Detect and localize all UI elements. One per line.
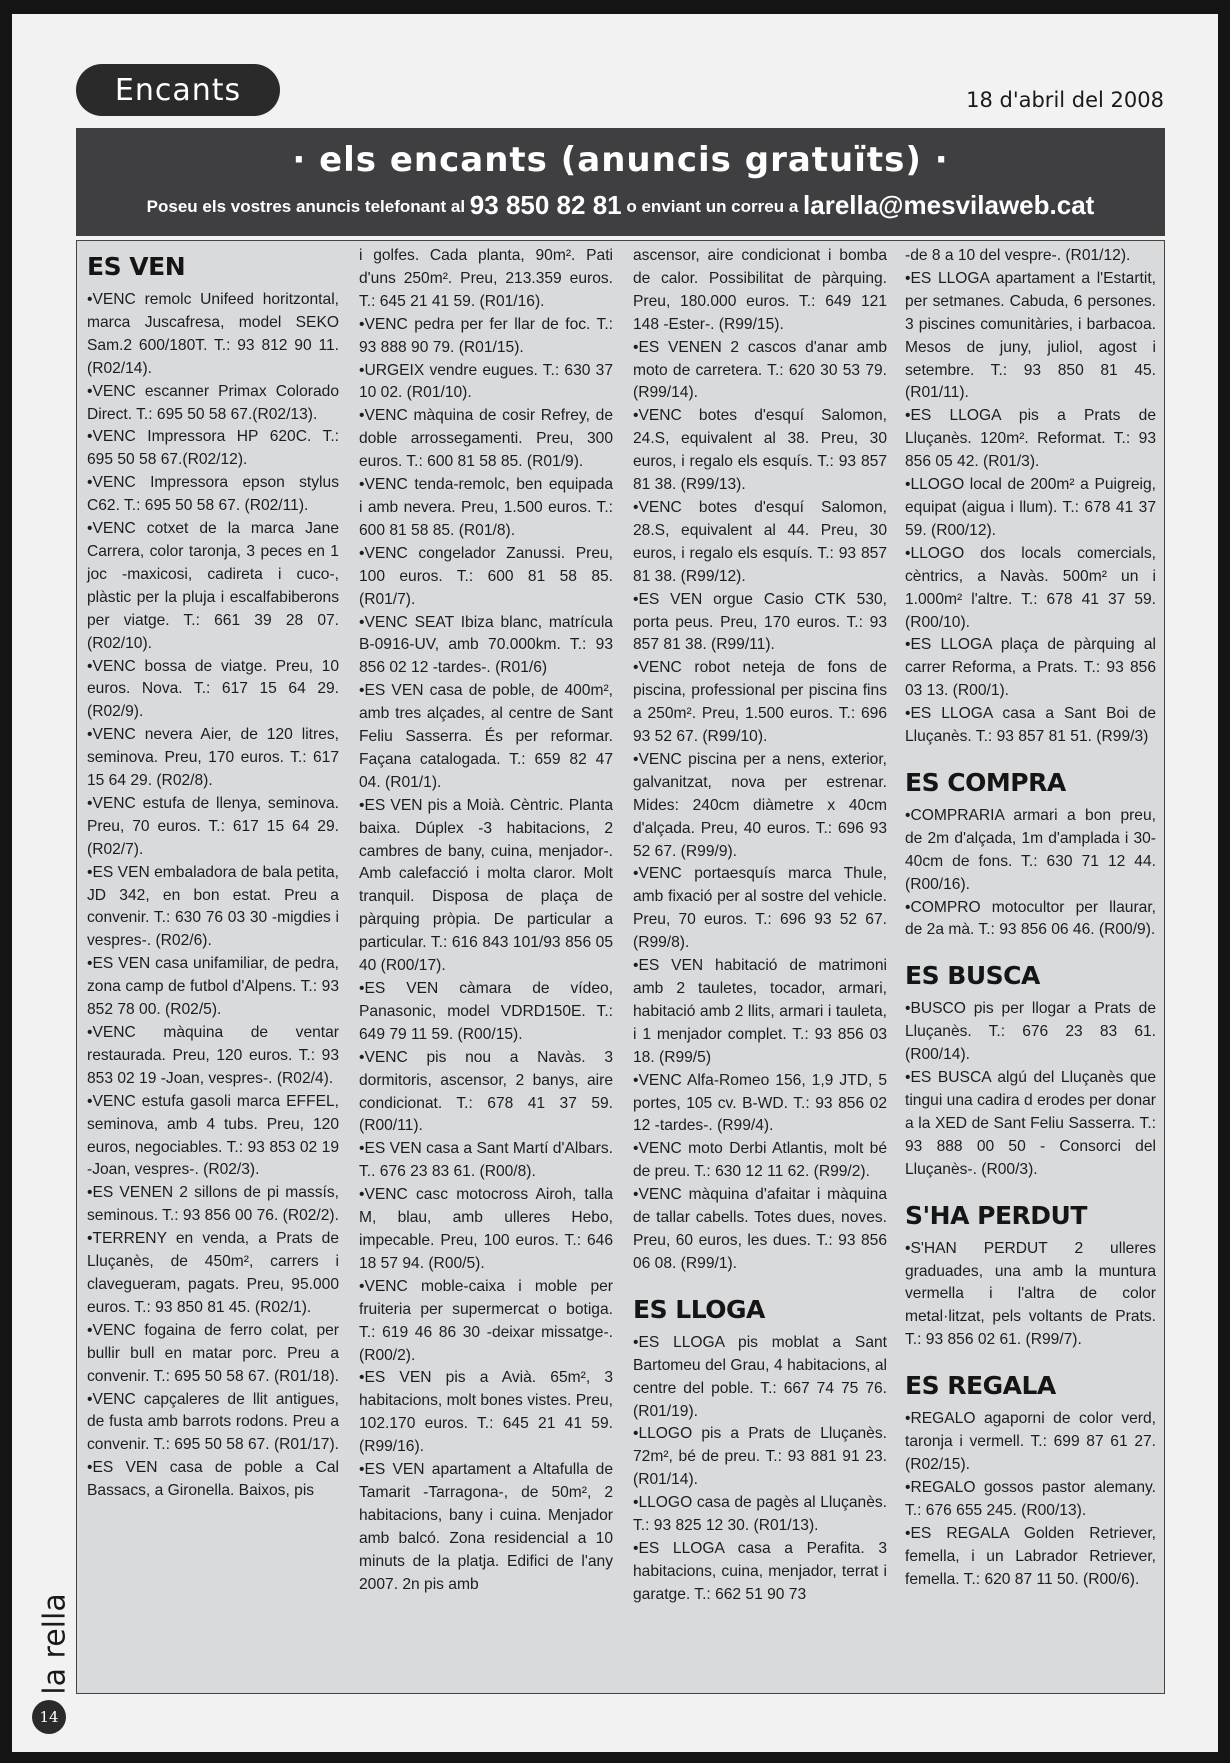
classified-ad: •ES VENEN 2 sillons de pi massís, seminous. T.: 93 856 00 76. (R02/2). (87, 1184, 339, 1225)
classified-ad: •ES LLOGA apartament a l'Estartit, per setmanes. Cabuda, 6 persones. 3 piscines comunitàries, i barbacoa. Mesos de juny, juliol, agost i setembre. T.: 93 850 81 45. (R01/11). (905, 269, 1156, 402)
classified-ads-box (76, 240, 1165, 1694)
classified-ad: •VENC moto Derbi Atlantis, molt bé de preu. T.: 630 12 11 62. (R99/2). (633, 1140, 887, 1181)
classified-ad: •VENC Alfa-Romeo 156, 1,9 JTD, 5 portes, 105 cv. B-WD. T.: 93 856 02 12 -tardes-. (R99/4). (633, 1071, 887, 1135)
classified-ad: •LLOGO local de 200m² a Puigreig, equipat (aigua i llum). T.: 678 41 37 59. (R00/12). (905, 476, 1156, 539)
classified-ad: •ES LLOGA casa a Sant Boi de Lluçanès. T.: 93 857 81 51. (R99/3) (905, 705, 1156, 746)
classified-ad: •VENC robot neteja de fons de piscina, professional per piscina fins a 250m². Preu, 1.500 euros. T.: 696 93 52 67. (R99/10). (633, 659, 887, 746)
classified-ad: •VENC màquina de cosir Refrey, de doble arrossegamenti. Preu, 300 euros. T.: 600 81 58 85. (R01/9). (359, 407, 613, 471)
ads-column-2 (349, 241, 621, 1693)
banner-email: larella@mesvilaweb.cat (803, 190, 1095, 220)
category-heading: ES COMPRA (905, 767, 1066, 797)
classified-ad: •ES VEN pis a Avià. 65m², 3 habitacions, molt bones vistes. Preu, 102.170 euros. T.: 645 21 41 59. (R99/16). (359, 1369, 613, 1456)
banner-phone: 93 850 82 81 (469, 190, 622, 220)
classified-ad: •URGEIX vendre eugues. T.: 630 37 10 02. (R01/10). (359, 361, 613, 402)
classified-ad: •VENC piscina per a nens, exterior, galvanitzat, nova per estrenar. Mides: 240cm diàmetre x 40cm d'alçada. Preu, 40 euros. T.: 696 93 52 67. (R99/9). (633, 750, 887, 860)
classified-ad: ascensor, aire condicionat i bomba de calor. Possibilitat de pàrquing. Preu, 180.000 euros. T.: 649 121 148 -Ester-. (R99/15). (633, 247, 887, 333)
magazine-page (12, 14, 1218, 1752)
issue-date: 18 d'abril del 2008 (966, 88, 1164, 112)
classifieds-banner (76, 128, 1165, 236)
classified-ad: •VENC bossa de viatge. Preu, 10 euros. Nova. T.: 617 15 64 29. (R02/9). (87, 657, 339, 721)
classified-ad: •ES VEN casa unifamiliar, de pedra, zona camp de futbol d'Alpens. T.: 93 852 78 00. (R02/5). (87, 955, 339, 1019)
classified-ad: •VENC nevera Aier, de 120 litres, seminova. Preu, 170 euros. T.: 617 15 64 29. (R02/8). (87, 726, 339, 790)
classified-ad: •VENC tenda-remolc, ben equipada i amb nevera. Preu, 1.500 euros. T.: 600 81 58 85. (R01/8). (359, 476, 613, 539)
classified-ad: •LLOGO casa de pagès al Lluçanès. T.: 93 825 12 30. (R01/13). (633, 1494, 887, 1535)
classified-ad: •ES VEN casa de poble, de 400m², amb tres alçades, al centre de Sant Feliu Sasserra. És per reformar. Façana catalogada. T.: 659 82 47 04. (R01/1). (359, 682, 613, 791)
category-heading: S'HA PERDUT (905, 1200, 1087, 1230)
classified-ad: •ES BUSCA algú del Lluçanès que tingui una cadira d erodes per donar a la XED de Sant Feliu Sasserra. T.: 93 888 00 50 - Consorci del Lluçanès-. (R00/3). (905, 1069, 1156, 1178)
page-number-text: 14 (39, 1708, 59, 1726)
classified-ad: •VENC SEAT Ibiza blanc, matrícula B-0916-UV, amb 70.000km. T.: 93 856 02 12 -tardes-. (R01/6) (359, 613, 613, 677)
classified-ad: •VENC màquina d'afaitar i màquina de tallar cabells. Totes dues, noves. Preu, 60 euros, les dues. T.: 93 856 06 08. (R99/1). (633, 1186, 887, 1272)
classified-ad: •ES LLOGA pis moblat a Sant Bartomeu del Grau, 4 habitacions, al centre del poble. T.: 667 74 75 76. (R01/19). (633, 1333, 887, 1420)
classified-ad: •ES LLOGA pis a Prats de Lluçanès. 120m². Reformat. T.: 93 856 05 42. (R01/3). (905, 407, 1156, 471)
banner-title: · els encants (anuncis gratuïts) · (292, 140, 949, 180)
classified-ad: •VENC portaesquís marca Thule, amb fixació per al sostre del vehicle. Preu, 70 euros. T.: 696 93 52 67. (R99/8). (633, 865, 887, 952)
magazine-side-label (30, 1594, 80, 1694)
classified-ad: •VENC fogaina de ferro colat, per bullir bull en matar porc. Preu a convenir. T.: 695 50 58 67. (R01/18). (87, 1321, 339, 1385)
classified-ad: •VENC congelador Zanussi. Preu, 100 euros. T.: 600 81 58 85. (R01/7). (359, 544, 613, 608)
classified-ad: •VENC botes d'esquí Salomon, 28.S, equivalent al 44. Preu, 30 euros, i regalo els esquís. T.: 93 857 81 38. (R99/12). (633, 498, 887, 585)
classified-ad: •ES VEN casa a Sant Martí d'Albars. T.. 676 23 83 61. (R00/8). (359, 1140, 613, 1181)
classified-ad: •ES LLOGA plaça de pàrquing al carrer Reforma, a Prats. T.: 93 856 03 13. (R00/1). (905, 636, 1156, 700)
ads-column-1 (77, 241, 347, 1693)
category-heading: ES REGALA (905, 1371, 1056, 1401)
classified-ad: •VENC moble-caixa i moble per fruiteria per supermercat o botiga. T.: 619 46 86 30 -deixar missatge-. (R00/2). (359, 1277, 613, 1364)
category-heading: ES VEN (87, 252, 186, 281)
classified-ad: •VENC Impressora HP 620C. T.: 695 50 58 67.(R02/12). (87, 428, 339, 469)
classified-ad: •ES VEN pis a Moià. Cèntric. Planta baixa. Dúplex -3 habitacions, 2 cambres de bany, cuina, menjador-. Amb calefacció i molta claror. Molt tranquil. Disposa de plaça de pàrquing pròpia. De particular a particular. T.: 616 843 101/93 856 05 40 (R00/17). (359, 796, 613, 975)
classified-ad: •ES VEN habitació de matrimoni amb 2 tauletes, tocador, armari, habitació amb 2 llits, armari i tauleta, i 1 menjador complet. T.: 93 856 03 18. (R99/5) (633, 957, 887, 1066)
classified-ad: •ES VEN embaladora de bala petita, JD 342, en bon estat. Preu a convenir. T.: 630 76 03 30 -migdies i vespres-. (R02/6). (87, 863, 339, 950)
classified-ad: •VENC pedra per fer llar de foc. T.: 93 888 90 79. (R01/15). (359, 315, 613, 356)
classified-ad: •ES VEN apartament a Altafulla de Tamarit -Tarragona-, de 50m², 2 habitacions, bany i cuina. Menjador amb balcó. Zona residencial a 10 minuts de la platja. Edifici de l'any 2007. 2n pis amb (359, 1461, 613, 1593)
classified-ad: •LLOGO dos locals comercials, cèntrics, a Navàs. 500m² un i 1.000m² l'altre. T.: 678 41 37 59. (R00/10). (905, 544, 1156, 631)
classified-ad: •LLOGO pis a Prats de Lluçanès. 72m², bé de preu. T.: 93 881 91 23. (R01/14). (633, 1425, 887, 1489)
ads-column-4 (895, 241, 1164, 1693)
classified-ad: •ES VEN orgue Casio CTK 530, porta peus. Preu, 170 euros. T.: 93 857 81 38. (R99/11). (633, 590, 887, 654)
classified-ad: •VENC estufa de llenya, seminova. Preu, 70 euros. T.: 617 15 64 29. (R02/7). (87, 794, 339, 858)
classified-ad: •VENC capçaleres de llit antigues, de fusta amb barrots rodons. Preu a convenir. T.: 695 50 58 67. (R01/17). (87, 1390, 339, 1454)
classified-ad: •ES VEN casa de poble a Cal Bassacs, a Gironella. Baixos, pis (87, 1459, 339, 1500)
classified-ad: •BUSCO pis per llogar a Prats de Lluçanès. T.: 676 23 83 61. (R00/14). (905, 1000, 1156, 1064)
classified-ad: •VENC escanner Primax Colorado Direct. T.: 695 50 58 67.(R02/13). (87, 382, 339, 423)
banner-sub-middle: o enviant un correu a (626, 197, 799, 216)
classified-ad: •VENC màquina de ventar restaurada. Preu, 120 euros. T.: 93 853 02 19 -Joan, vespres-. (R02/4). (87, 1024, 339, 1087)
classified-ad: •ES VEN càmara de vídeo, Panasonic, model VDRD150E. T.: 649 79 11 59. (R00/15). (359, 980, 613, 1043)
classified-ad: -de 8 a 10 del vespre-. (R01/12). (905, 247, 1131, 264)
classified-ad: •COMPRO motocultor per llaurar, de 2a mà. T.: 93 856 06 46. (R00/9). (905, 898, 1156, 939)
classified-ad: •REGALO gossos pastor alemany. T.: 676 655 245. (R00/13). (905, 1478, 1156, 1519)
banner-subtitle (76, 190, 1165, 222)
classified-ad: •S'HAN PERDUT 2 ulleres graduades, una amb la muntura vermella i l'altra de color metal·litzat, pels voltants de Prats. T.: 93 856 02 61. (R99/7). (905, 1239, 1156, 1349)
classified-ad: •REGALO agaporni de color verd, taronja i vermell. T.: 699 87 61 27. (R02/15). (905, 1410, 1156, 1473)
category-heading: ES LLOGA (633, 1294, 765, 1324)
classified-ad: •ES REGALA Golden Retriever, femella, i un Labrador Retriever, femella. T.: 620 87 11 50. (R00/6). (905, 1524, 1156, 1588)
magazine-name: la rella (37, 1593, 73, 1695)
ads-column-3 (623, 241, 895, 1693)
banner-sub-before: Poseu els vostres anuncis telefonant al (146, 197, 466, 216)
classified-ad: •VENC remolc Unifeed horitzontal, marca Juscafresa, model SEKO Sam.2 600/180T. T.: 93 812 90 11. (R02/14). (87, 291, 339, 377)
section-tab (76, 64, 280, 116)
page-number (32, 1700, 66, 1734)
category-heading: ES BUSCA (905, 961, 1040, 991)
classified-ad: •VENC pis nou a Navàs. 3 dormitoris, ascensor, 2 banys, aire condicionat. T.: 678 41 37 59. (R00/11). (359, 1048, 613, 1135)
classified-ad: •ES LLOGA casa a Perafita. 3 habitacions, cuina, menjador, terrat i garatge. T.: 662 51 90 73 (633, 1539, 887, 1603)
classified-ad: •COMPRARIA armari a bon preu, de 2m d'alçada, 1m d'amplada i 30-40cm de fons. T.: 630 71 12 44. (R00/16). (905, 806, 1156, 893)
classified-ad: i golfes. Cada planta, 90m². Pati d'uns 250m². Preu, 213.359 euros. T.: 645 21 41 59. (R01/16). (359, 247, 613, 310)
classified-ad: •TERRENY en venda, a Prats de Lluçanès, de 450m², carrers i clavegueram, pagats. Preu, 95.000 euros. T.: 93 850 81 45. (R02/1). (87, 1230, 339, 1316)
classified-ad: •VENC botes d'esquí Salomon, 24.S, equivalent al 38. Preu, 30 euros, i regalo els esquís. T.: 93 857 81 38. (R99/13). (633, 407, 887, 494)
classified-ad: •VENC estufa gasoli marca EFFEL, seminova, amb 4 tubs. Preu, 120 euros, negociables. T.: 93 853 02 19 -Joan, vespres-. (R02/3). (87, 1092, 339, 1179)
classified-ad: •VENC casc motocross Airoh, talla M, blau, amb ulleres Hebo, impecable. Preu, 100 euros. T.: 646 18 57 94. (R00/5). (359, 1186, 613, 1272)
classified-ad: •ES VENEN 2 cascos d'anar amb moto de carretera. T.: 620 30 53 79. (R99/14). (633, 338, 887, 402)
classified-ad: •VENC cotxet de la marca Jane Carrera, color taronja, 3 peces en 1 joc -maxicosi, cadireta i cuco-, plàstic per la pluja i escalfabiberons per viatge. T.: 661 39 28 07. (R02/10). (87, 520, 339, 652)
section-title: Encants (114, 72, 242, 108)
classified-ad: •VENC Impressora epson stylus C62. T.: 695 50 58 67. (R02/11). (87, 474, 339, 515)
